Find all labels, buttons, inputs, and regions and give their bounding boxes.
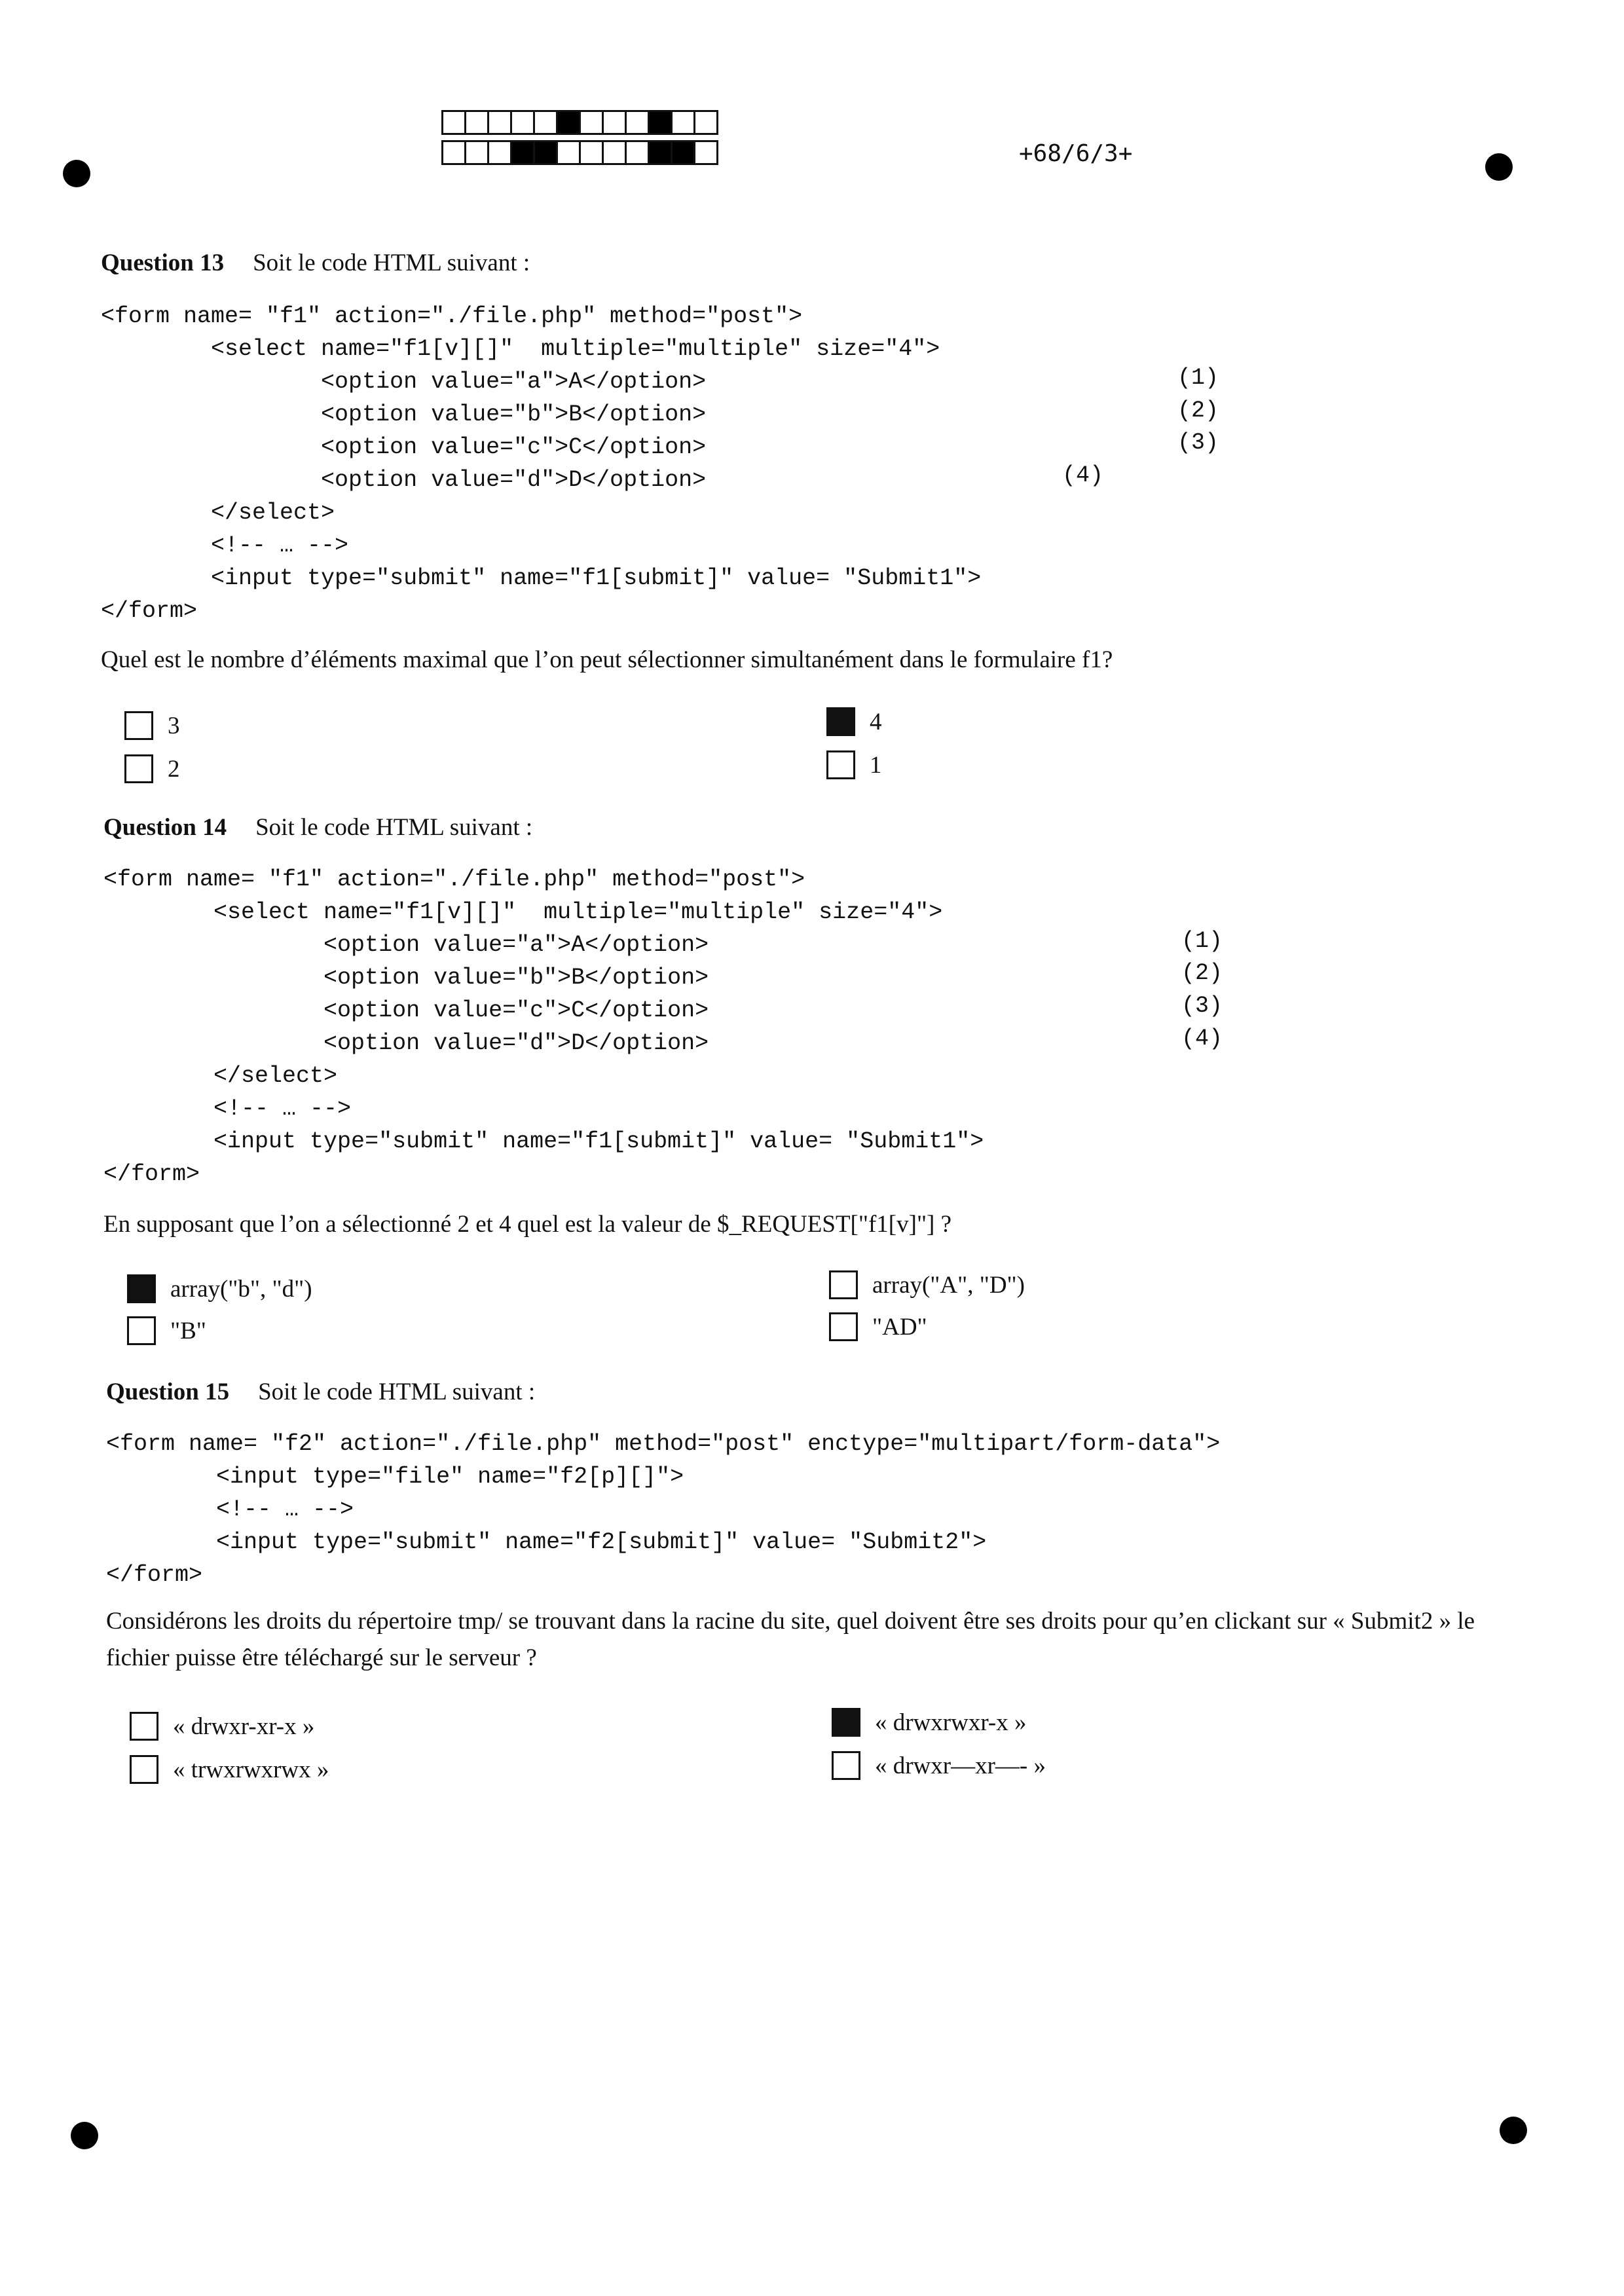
barcode-cell (625, 110, 650, 135)
question-14-code (103, 863, 984, 1191)
barcode-cell (693, 110, 718, 135)
answer-option[interactable] (829, 1312, 927, 1341)
code-line: <!-- … --> (101, 532, 349, 559)
question-15-prompt: Considérons les droits du répertoire tmp/ se trouvant dans la racine du site, quel doivent être ses droits pour qu’en clickant sur « Submit2 » le fichier puisse être téléchargé sur le serveur ? (106, 1608, 1475, 1671)
registration-dot-bottom-right (1500, 2117, 1527, 2144)
answer-label: « drwxr-xr-x » (173, 1713, 315, 1740)
line-number: (3) (1181, 993, 1223, 1019)
answer-option[interactable] (124, 711, 180, 740)
answer-option[interactable] (832, 1708, 1027, 1737)
code-line: </form> (101, 598, 198, 624)
question-13-intro: Soit le code HTML suivant : (253, 250, 530, 276)
checkbox[interactable] (124, 711, 153, 740)
answer-label: 4 (870, 708, 882, 735)
answer-option[interactable] (124, 754, 180, 783)
code-line: <!-- … --> (106, 1496, 354, 1523)
answer-option[interactable] (127, 1316, 206, 1345)
barcode-cell (510, 110, 535, 135)
question-13-heading (101, 249, 530, 277)
barcode-cell (464, 110, 489, 135)
answer-label: « drwxr—xr—- » (875, 1752, 1046, 1779)
code-line: <option value="b">B</option> (101, 401, 707, 428)
checkbox[interactable] (826, 707, 855, 736)
question-14-intro: Soit le code HTML suivant : (255, 814, 533, 841)
code-line: <option value="c">C</option> (101, 434, 707, 460)
question-13-label: Question 13 (101, 250, 225, 276)
question-15-intro: Soit le code HTML suivant : (258, 1379, 536, 1405)
checkbox[interactable] (826, 750, 855, 779)
question-13-prompt: Quel est le nombre d’éléments maximal que l’on peut sélectionner simultanément dans le formulaire f1? (101, 646, 1113, 673)
page-id: +68/6/3+ (1019, 140, 1133, 167)
code-line: <!-- … --> (103, 1096, 352, 1122)
line-number: (1) (1181, 928, 1223, 954)
code-line: <select name="f1[v][]" multiple="multiple" size="4"> (101, 336, 940, 362)
barcode-cell (671, 110, 695, 135)
line-number: (4) (1181, 1026, 1223, 1052)
barcode-cell (579, 110, 604, 135)
barcode-cell (602, 140, 627, 165)
barcode-cell (693, 140, 718, 165)
barcode-cell (487, 110, 512, 135)
line-number: (3) (1177, 430, 1219, 456)
answer-label: « drwxrwxr-x » (875, 1709, 1027, 1736)
barcode-row (441, 110, 716, 135)
answer-label: 1 (870, 751, 882, 779)
answer-option[interactable] (832, 1751, 1046, 1780)
barcode-cell (579, 140, 604, 165)
checkbox[interactable] (829, 1270, 858, 1299)
checkbox[interactable] (832, 1751, 860, 1780)
barcode-cell (441, 140, 466, 165)
question-13-code (101, 300, 981, 627)
code-line: <option value="d">D</option> (103, 1030, 709, 1056)
code-line: <form name= "f2" action="./file.php" method="post" enctype="multipart/form-data"> (106, 1431, 1221, 1457)
checkbox[interactable] (130, 1712, 158, 1741)
answer-label: 2 (168, 755, 180, 783)
code-line: <option value="c">C</option> (103, 997, 709, 1024)
line-number: (1) (1177, 365, 1219, 391)
barcode-cell (556, 140, 581, 165)
line-number: (4) (1062, 462, 1104, 489)
question-14-heading (103, 813, 532, 842)
code-line: </select> (103, 1063, 338, 1089)
barcode-cell (648, 140, 673, 165)
code-line: <input type="submit" name="f1[submit]" value= "Submit1"> (103, 1128, 984, 1155)
checkbox[interactable] (829, 1312, 858, 1341)
answer-option[interactable] (130, 1755, 329, 1784)
checkbox[interactable] (127, 1274, 156, 1303)
barcode-cell (487, 140, 512, 165)
line-number: (2) (1177, 398, 1219, 424)
barcode-cell (464, 140, 489, 165)
registration-dot-bottom-left (71, 2122, 98, 2149)
barcode-cell (625, 140, 650, 165)
question-14-prompt: En supposant que l’on a sélectionné 2 et 4 quel est la valeur de $_REQUEST["f1[v]"] ? (103, 1211, 952, 1238)
barcode-cell (671, 140, 695, 165)
checkbox[interactable] (127, 1316, 156, 1345)
answer-label: "B" (170, 1317, 206, 1344)
barcode-cell (533, 110, 558, 135)
answer-label: "AD" (872, 1313, 927, 1341)
barcode-cell (533, 140, 558, 165)
code-line: </form> (106, 1562, 203, 1588)
question-15-label: Question 15 (106, 1379, 230, 1405)
code-line: <option value="a">A</option> (103, 932, 709, 958)
registration-dot-top-right (1485, 153, 1513, 181)
barcode-cell (602, 110, 627, 135)
answer-option[interactable] (130, 1712, 314, 1741)
barcode-cell (556, 110, 581, 135)
barcode-grid (441, 110, 716, 170)
answer-option[interactable] (826, 707, 882, 736)
registration-dot-top-left (63, 160, 90, 187)
code-line: <input type="submit" name="f2[submit]" value= "Submit2"> (106, 1529, 987, 1555)
checkbox[interactable] (832, 1708, 860, 1737)
code-line: <option value="b">B</option> (103, 965, 709, 991)
barcode-cell (441, 110, 466, 135)
answer-option[interactable] (127, 1274, 312, 1303)
answer-label: array("A", "D") (872, 1271, 1025, 1299)
answer-option[interactable] (826, 750, 882, 779)
code-line: <option value="d">D</option> (101, 467, 707, 493)
question-15-code (106, 1428, 1220, 1591)
answer-option[interactable] (829, 1270, 1025, 1299)
barcode-cell (648, 110, 673, 135)
question-14-label: Question 14 (103, 814, 227, 841)
question-15-heading (106, 1378, 535, 1406)
code-line: </select> (101, 500, 335, 526)
code-line: <select name="f1[v][]" multiple="multiple" size="4"> (103, 899, 943, 925)
code-line: </form> (103, 1161, 200, 1187)
barcode-row (441, 140, 716, 165)
answer-label: array("b", "d") (170, 1275, 312, 1303)
code-line: <input type="file" name="f2[p][]"> (106, 1464, 684, 1490)
code-line: <form name= "f1" action="./file.php" method="post"> (103, 866, 805, 893)
checkbox[interactable] (130, 1755, 158, 1784)
answer-label: « trwxrwxrwx » (173, 1756, 329, 1783)
barcode-cell (510, 140, 535, 165)
checkbox[interactable] (124, 754, 153, 783)
answer-label: 3 (168, 712, 180, 739)
code-line: <form name= "f1" action="./file.php" method="post"> (101, 303, 803, 329)
code-line: <option value="a">A</option> (101, 369, 707, 395)
line-number: (2) (1181, 960, 1223, 986)
code-line: <input type="submit" name="f1[submit]" value= "Submit1"> (101, 565, 982, 591)
